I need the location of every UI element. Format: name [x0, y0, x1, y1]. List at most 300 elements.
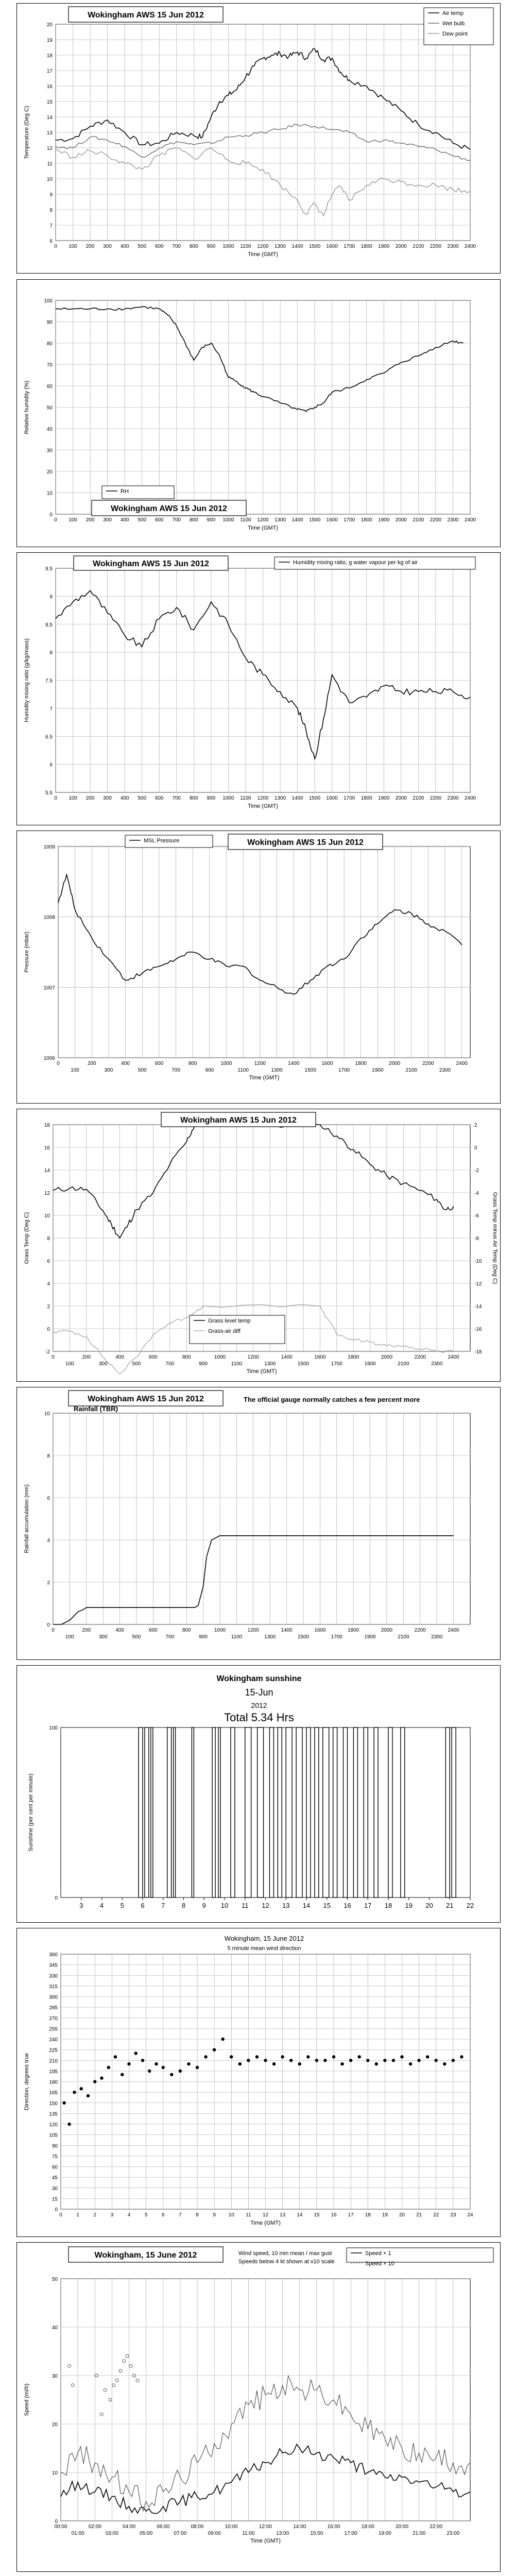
x-tick-label: 900	[205, 1067, 214, 1073]
x-tick-label: 19	[382, 2212, 388, 2218]
legend-label: MSL Pressure	[144, 838, 180, 844]
y-axis-label: Speed (mi/h)	[24, 2383, 30, 2416]
x-tick-label: 700	[171, 1067, 180, 1073]
data-point	[204, 2055, 207, 2058]
temperature-chart-panel	[16, 3, 501, 274]
x-tick-label: 1900	[378, 795, 390, 801]
humidity-chart	[17, 280, 501, 548]
x-tick-label: 800	[182, 1628, 191, 1633]
x-tick-label: 200	[85, 795, 95, 801]
y-tick-label: 9	[49, 192, 53, 198]
x-tick-label: 1400	[291, 517, 303, 523]
plot-area	[53, 1413, 470, 1624]
x-tick-label: 600	[154, 244, 164, 249]
y-tick-label: 0	[55, 1895, 58, 1901]
y-tick-label: 14	[46, 115, 53, 121]
x-tick-label: 11	[242, 1902, 249, 1909]
y-tick-label: 165	[49, 2090, 58, 2096]
x-tick-label: 2100	[413, 795, 424, 801]
x-tick-label: 3	[79, 1902, 83, 1909]
y-tick-label: 360	[49, 1952, 58, 1958]
y-right-tick-label: -12	[474, 1281, 482, 1287]
data-point	[264, 2059, 267, 2062]
x-tick-label: 1000	[214, 1628, 226, 1633]
x-tick-label: 1100	[240, 517, 251, 523]
x-tick-label: 00:00	[54, 2524, 67, 2530]
y-tick-label: 20	[46, 22, 53, 28]
y-tick-label: 285	[49, 2005, 58, 2011]
y-tick-label: 100	[44, 298, 53, 304]
x-tick-label: 600	[154, 795, 164, 801]
y-tick-label: 7	[49, 223, 53, 229]
x-tick-label: 1600	[321, 1061, 333, 1066]
y-tick-label: 1009	[43, 844, 55, 850]
y-tick-label: 135	[49, 2111, 58, 2117]
x-tick-label: 20	[425, 1902, 433, 1909]
data-point	[400, 2055, 403, 2058]
y-tick-label: 2	[47, 1580, 50, 1586]
y-right-tick-label: -14	[474, 1304, 482, 1310]
data-point	[340, 2062, 344, 2065]
x-tick-label: 700	[172, 517, 181, 523]
data-point	[306, 2055, 310, 2058]
x-tick-label: 1800	[348, 1628, 359, 1633]
x-tick-label: 1300	[264, 1361, 276, 1367]
x-tick-label: 6	[161, 2212, 165, 2218]
data-point	[323, 2059, 327, 2062]
grass-temp-chart	[17, 1109, 501, 1382]
data-point	[238, 2062, 242, 2065]
y-tick-label: 150	[49, 2100, 58, 2107]
y-axis-label: Temperature (Deg C)	[24, 106, 30, 159]
x-tick-label: 2100	[413, 517, 424, 523]
x-tick-label: 200	[82, 1354, 91, 1360]
y-tick-label: 16	[44, 1145, 50, 1151]
x-tick-label: 13	[280, 2212, 286, 2218]
data-point	[452, 2059, 455, 2062]
legend-label: Humidity mixing ratio, g water vapour per kg of air	[293, 560, 418, 566]
y-tick-label: -2	[45, 1349, 50, 1355]
x-tick-label: 12	[262, 2212, 269, 2218]
chart-title: Wokingham AWS 15 Jun 2012	[88, 11, 204, 20]
y-tick-label: 13	[46, 130, 53, 136]
x-tick-label: 1900	[378, 244, 390, 249]
y-tick-label: 10	[44, 1213, 50, 1219]
x-tick-label: 900	[207, 244, 216, 249]
x-tick-label: 21	[416, 2212, 422, 2218]
y-tick-label: 345	[49, 1962, 58, 1969]
data-point	[179, 2070, 182, 2073]
y-tick-label: 0	[55, 2207, 58, 2213]
x-tick-label: 1300	[274, 244, 286, 249]
x-tick-label: 12	[262, 1902, 269, 1909]
x-tick-label: 800	[188, 1061, 197, 1066]
x-tick-label: 8	[181, 1902, 186, 1909]
x-tick-label: 2400	[448, 1628, 459, 1633]
x-tick-label: 1200	[247, 1354, 259, 1360]
x-tick-label: 700	[165, 1361, 175, 1367]
data-point	[298, 2062, 301, 2065]
y-tick-label: 225	[49, 2047, 58, 2054]
x-tick-label: 1100	[231, 1361, 243, 1367]
x-tick-label: 1000	[222, 244, 234, 249]
x-tick-label: 4	[127, 2212, 131, 2218]
x-tick-label: 1800	[360, 244, 372, 249]
x-tick-label: 400	[115, 1628, 124, 1633]
x-tick-label: 1100	[231, 1634, 243, 1640]
x-tick-label: 1800	[360, 517, 372, 523]
x-tick-label: 0	[52, 1354, 55, 1360]
data-point	[230, 2055, 233, 2058]
x-axis-label: Time (GMT)	[248, 251, 278, 258]
y-tick-label: 10	[52, 2470, 58, 2476]
y-tick-label: 70	[46, 362, 53, 368]
data-point	[443, 2062, 446, 2065]
x-tick-label: 1900	[372, 1067, 384, 1073]
y-tick-label: 8	[49, 208, 53, 213]
x-tick-label: 2100	[413, 244, 424, 249]
x-tick-label: 0	[54, 517, 57, 523]
sunshine-chart	[17, 1666, 501, 1923]
y-axis-label: Relative humidity (%)	[24, 380, 30, 434]
y-tick-label: 14	[44, 1168, 50, 1174]
data-point	[357, 2055, 360, 2058]
y-tick-label: 8	[49, 650, 53, 656]
y-tick-label: 9.5	[45, 566, 53, 572]
x-tick-label: 600	[154, 1061, 164, 1066]
x-tick-label: 500	[132, 1634, 141, 1640]
x-tick-label: 03:00	[105, 2531, 118, 2536]
y-tick-label: 30	[46, 448, 53, 454]
x-tick-label: 700	[172, 244, 181, 249]
x-tick-label: 22	[433, 2212, 439, 2218]
x-tick-label: 15	[323, 1902, 331, 1909]
x-tick-label: 2400	[448, 1354, 459, 1360]
y-tick-label: 0	[55, 2519, 58, 2524]
x-tick-label: 2200	[430, 244, 442, 249]
x-tick-label: 1900	[364, 1634, 376, 1640]
data-point	[100, 2076, 103, 2079]
x-tick-label: 1000	[222, 517, 234, 523]
y-tick-label: 6	[47, 1496, 50, 1501]
x-tick-label: 1600	[326, 244, 338, 249]
y-tick-label: 75	[52, 2154, 58, 2160]
x-tick-label: 1500	[304, 1067, 316, 1073]
x-tick-label: 1	[76, 2212, 79, 2218]
data-point	[170, 2073, 173, 2076]
x-tick-label: 18:00	[361, 2524, 374, 2530]
x-tick-label: 6	[141, 1902, 145, 1909]
x-tick-label: 12:00	[259, 2524, 272, 2530]
y-tick-label: 8	[47, 1236, 50, 1242]
x-tick-label: 2000	[395, 244, 407, 249]
x-tick-label: 2300	[439, 1067, 451, 1073]
x-tick-label: 1500	[309, 517, 321, 523]
y-right-tick-label: 2	[474, 1123, 477, 1128]
y-tick-label: 90	[52, 2143, 58, 2149]
x-tick-label: 16:00	[327, 2524, 340, 2530]
x-tick-label: 1200	[257, 244, 269, 249]
x-tick-label: 08:00	[191, 2524, 204, 2530]
plot-area	[58, 846, 470, 1058]
x-tick-label: 1000	[222, 795, 234, 801]
y-tick-label: 330	[49, 1973, 58, 1979]
chart-title: Wokingham sunshine	[216, 1674, 302, 1683]
x-tick-label: 100	[65, 1361, 74, 1367]
x-tick-label: 1300	[271, 1067, 283, 1073]
x-tick-label: 1700	[344, 795, 355, 801]
x-tick-label: 500	[138, 244, 147, 249]
date-label: 15-Jun	[245, 1687, 273, 1698]
x-tick-label: 2000	[395, 795, 407, 801]
wind-speed-chart-panel	[16, 2242, 501, 2572]
x-tick-label: 20:00	[395, 2524, 409, 2530]
data-point	[375, 2062, 378, 2065]
y-tick-label: 270	[49, 2015, 58, 2022]
x-tick-label: 900	[199, 1634, 208, 1640]
x-tick-label: 1200	[257, 517, 269, 523]
data-point	[67, 2123, 71, 2126]
x-tick-label: 10	[228, 2212, 234, 2218]
x-tick-label: 14:00	[293, 2524, 306, 2530]
y-tick-label: 19	[46, 38, 53, 43]
x-tick-label: 11	[246, 2212, 251, 2218]
data-point	[121, 2073, 124, 2076]
x-tick-label: 9	[213, 2212, 216, 2218]
y-right-axis-label: Grass Temp minus Air Temp (Deg C)	[492, 1192, 498, 1284]
data-point	[141, 2059, 144, 2062]
y-axis-label: Direction, degrees true	[24, 2053, 30, 2111]
y-tick-label: 18	[44, 1123, 50, 1128]
x-tick-label: 600	[154, 517, 164, 523]
x-tick-label: 4	[99, 1902, 104, 1909]
x-tick-label: 05:00	[140, 2531, 153, 2536]
x-axis-label: Time (GMT)	[250, 2538, 281, 2544]
y-tick-label: 30	[52, 2185, 58, 2192]
x-tick-label: 1400	[281, 1628, 293, 1633]
x-tick-label: 2300	[447, 795, 459, 801]
x-tick-label: 2300	[447, 244, 459, 249]
y-tick-label: 0	[47, 1327, 50, 1332]
x-tick-label: 700	[165, 1634, 175, 1640]
y-axis-label: Rainfall accumulation (mm)	[24, 1484, 30, 1553]
x-tick-label: 7	[161, 1902, 165, 1909]
wind-direction-chart-panel	[16, 1928, 501, 2237]
y-right-tick-label: 0	[474, 1145, 477, 1151]
y-tick-label: 100	[49, 1725, 58, 1731]
x-tick-label: 1100	[237, 1067, 249, 1073]
y-tick-label: 60	[52, 2164, 58, 2171]
x-tick-label: 600	[149, 1354, 158, 1360]
y-right-tick-label: -2	[474, 1168, 479, 1174]
x-tick-label: 24	[467, 2212, 473, 2218]
y-tick-label: 50	[46, 405, 53, 411]
y-tick-label: 4	[47, 1281, 50, 1287]
x-tick-label: 18	[365, 2212, 371, 2218]
x-axis-label: Time (GMT)	[248, 803, 278, 809]
data-point	[383, 2059, 386, 2062]
x-tick-label: 800	[189, 795, 198, 801]
x-tick-label: 800	[189, 517, 198, 523]
x-tick-label: 300	[98, 1361, 108, 1367]
x-tick-label: 10:00	[225, 2524, 238, 2530]
y-tick-label: 6.5	[45, 734, 53, 740]
x-tick-label: 400	[120, 517, 129, 523]
x-tick-label: 1600	[314, 1354, 326, 1360]
data-point	[127, 2062, 130, 2065]
x-tick-label: 10	[220, 1902, 229, 1909]
chart-subtitle-2: Speeds below 4 kt shown at x10 scale	[238, 2259, 335, 2265]
y-tick-label: 8.5	[45, 622, 53, 628]
x-tick-label: 700	[172, 795, 181, 801]
y-tick-label: 240	[49, 2037, 58, 2043]
chart-subtitle: Rainfall (TBR)	[74, 1405, 118, 1413]
chart-subtitle: 5 minute mean wind direction	[227, 1945, 301, 1952]
y-tick-label: 1006	[43, 1056, 55, 1061]
x-tick-label: 1100	[240, 244, 251, 249]
rainfall-chart-panel	[16, 1387, 501, 1660]
y-tick-label: 10	[46, 177, 53, 182]
y-tick-label: 20	[46, 469, 53, 475]
grass-temp-chart-panel	[16, 1109, 501, 1382]
legend-label: Air temp	[442, 10, 464, 16]
x-tick-label: 0	[52, 1628, 55, 1633]
y-tick-label: 15	[46, 99, 53, 105]
data-point	[196, 2066, 199, 2069]
x-tick-label: 200	[85, 244, 95, 249]
x-tick-label: 1700	[331, 1634, 342, 1640]
y-right-tick-label: -8	[474, 1236, 479, 1242]
x-tick-label: 22	[466, 1902, 474, 1909]
data-point	[73, 2091, 76, 2094]
rainfall-chart	[17, 1387, 501, 1660]
x-tick-label: 100	[68, 795, 77, 801]
x-tick-label: 1900	[378, 517, 390, 523]
x-tick-label: 1200	[254, 1061, 266, 1066]
y-tick-label: 40	[46, 427, 53, 432]
x-tick-label: 500	[138, 1067, 147, 1073]
y-tick-label: 40	[52, 2325, 58, 2331]
x-tick-label: 1300	[274, 795, 286, 801]
data-point	[162, 2066, 165, 2069]
x-tick-label: 300	[103, 795, 112, 801]
data-point	[255, 2055, 259, 2058]
x-tick-label: 19	[405, 1902, 413, 1909]
chart-title: Wokingham AWS 15 Jun 2012	[88, 1395, 204, 1403]
x-tick-label: 9	[202, 1902, 206, 1909]
chart-title: Wokingham AWS 15 Jun 2012	[111, 504, 227, 513]
x-tick-label: 23	[450, 2212, 456, 2218]
y-tick-label: 7.5	[45, 678, 53, 684]
x-tick-label: 400	[120, 795, 129, 801]
data-point	[417, 2059, 420, 2062]
x-tick-label: 500	[138, 795, 147, 801]
x-tick-label: 2400	[464, 517, 476, 523]
chart-title: Wokingham AWS 15 Jun 2012	[247, 838, 364, 847]
legend-box	[102, 486, 174, 499]
x-tick-label: 200	[82, 1628, 91, 1633]
x-tick-label: 1800	[360, 795, 372, 801]
chart-title: Wokingham AWS 15 Jun 2012	[180, 1116, 297, 1125]
chart-title: Wokingham, 15 June 2012	[224, 1935, 304, 1942]
x-tick-label: 2200	[414, 1628, 426, 1633]
x-tick-label: 1700	[331, 1361, 342, 1367]
data-point	[281, 2055, 284, 2058]
x-tick-label: 2100	[398, 1634, 409, 1640]
y-tick-label: 17	[46, 69, 53, 74]
y-tick-label: 180	[49, 2079, 58, 2086]
x-tick-label: 23:00	[447, 2531, 460, 2536]
x-tick-label: 8	[196, 2212, 199, 2218]
data-point	[332, 2055, 335, 2058]
y-tick-label: 11	[47, 161, 53, 167]
y-tick-label: 5.5	[45, 790, 53, 796]
x-tick-label: 14	[297, 2212, 303, 2218]
x-tick-label: 09:00	[208, 2531, 221, 2536]
x-tick-label: 17:00	[344, 2531, 357, 2536]
legend-label: Speed × 10	[365, 2261, 394, 2267]
data-point	[392, 2059, 395, 2062]
x-tick-label: 800	[189, 244, 198, 249]
y-tick-label: 300	[49, 1994, 58, 2001]
year-label: 2012	[251, 1701, 267, 1709]
x-tick-label: 1000	[214, 1354, 226, 1360]
x-tick-label: 1800	[348, 1354, 359, 1360]
x-tick-label: 14	[302, 1902, 311, 1909]
wind-speed-chart	[17, 2243, 501, 2572]
y-axis-label: Pressure (mbar)	[24, 931, 30, 973]
x-tick-label: 5	[144, 2212, 148, 2218]
x-tick-label: 1500	[297, 1634, 310, 1640]
legend-label: Grass-air diff	[208, 1328, 241, 1334]
x-tick-label: 1500	[297, 1361, 310, 1367]
y-axis-label: Grass Temp (Deg C)	[24, 1212, 30, 1264]
x-tick-label: 2400	[464, 244, 476, 249]
data-point	[272, 2062, 276, 2065]
y-tick-label: 0	[49, 512, 53, 518]
y-tick-label: 1008	[43, 914, 55, 921]
x-tick-label: 600	[149, 1628, 158, 1633]
x-tick-label: 1600	[314, 1628, 326, 1633]
x-tick-label: 2300	[447, 517, 459, 523]
x-tick-label: 2100	[398, 1361, 409, 1367]
y-tick-label: 8	[47, 1453, 50, 1459]
y-tick-label: 4	[47, 1538, 50, 1544]
y-tick-label: 0	[47, 1622, 50, 1628]
x-tick-label: 1700	[344, 244, 355, 249]
x-tick-label: 1600	[326, 795, 338, 801]
data-point	[315, 2059, 318, 2062]
data-point	[213, 2048, 216, 2051]
y-tick-label: 315	[49, 1984, 58, 1990]
x-tick-label: 16	[331, 2212, 337, 2218]
x-tick-label: 16	[344, 1902, 351, 1909]
x-tick-label: 1600	[326, 517, 338, 523]
x-tick-label: 200	[87, 1061, 96, 1066]
total-label: Total 5.34 Hrs	[224, 1711, 294, 1724]
x-tick-label: 100	[68, 517, 77, 523]
y-tick-label: 12	[44, 1191, 50, 1196]
x-tick-label: 0	[59, 2212, 62, 2218]
x-tick-label: 01:00	[71, 2531, 84, 2536]
data-point	[148, 2070, 151, 2073]
data-point	[80, 2087, 83, 2090]
x-tick-label: 300	[103, 517, 112, 523]
data-point	[409, 2062, 412, 2065]
legend-label: RH	[121, 488, 129, 495]
x-tick-label: 07:00	[174, 2531, 187, 2536]
x-tick-label: 21:00	[413, 2531, 426, 2536]
